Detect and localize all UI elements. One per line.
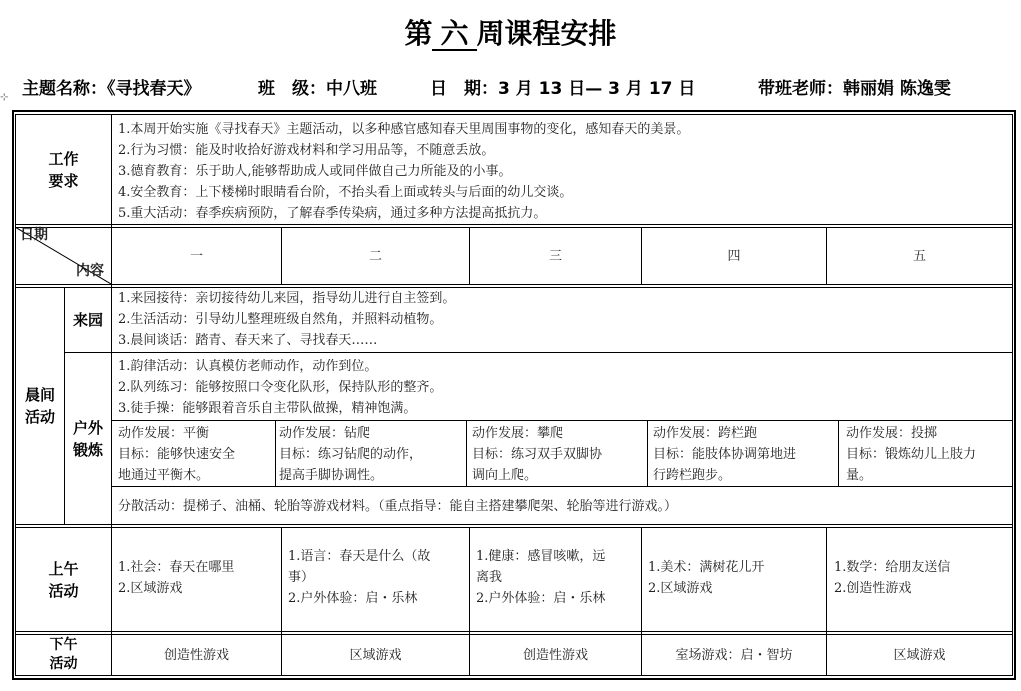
am-activity-thu	[648, 557, 824, 599]
activity-line: 2.区域游戏	[118, 581, 183, 596]
week-number: 六	[432, 19, 476, 51]
list-item: 5.重大活动：春季疾病预防，了解春季传染病，通过多种方法提高抵抗力。	[118, 206, 547, 221]
pm-activities-label: 下午 活动	[49, 637, 78, 672]
goal-line: 调向上爬。	[472, 468, 538, 483]
day-header-mon: 一	[189, 248, 203, 264]
pm-activity-wed: 创造性游戏	[522, 647, 588, 663]
outdoor-goal-wed	[472, 423, 646, 486]
goal-line: 目标：能够快速安全	[118, 447, 236, 462]
arrival-list	[118, 288, 1008, 351]
teachers: 带班老师：韩丽娟 陈逸雯	[758, 79, 951, 99]
goal-line: 动作发展：跨栏跑	[653, 426, 758, 441]
goal-line: 目标：练习钻爬的动作，	[279, 447, 423, 462]
am-activity-fri	[834, 557, 1010, 599]
am-activity-mon	[118, 557, 278, 599]
date-header-label: 日期	[20, 227, 48, 243]
am-activity-wed	[476, 546, 639, 609]
date-range: 日 期：3 月 13 日— 3 月 17 日	[430, 79, 696, 99]
goal-line: 目标：能肢体协调第地进	[653, 447, 797, 462]
goal-line: 目标：锻炼幼儿上肢力	[846, 447, 977, 462]
activity-line: 1.语言：春天是什么（故	[288, 549, 431, 564]
title-prefix: 第	[404, 17, 433, 50]
activity-line: 1.数学：给朋友送信	[834, 560, 951, 575]
outdoor-goal-mon	[118, 423, 274, 486]
list-item: 1.来园接待：亲切接待幼儿来园，指导幼儿进行自主签到。	[118, 291, 456, 306]
goal-line: 量。	[846, 468, 873, 483]
day-header-thu: 四	[727, 248, 741, 264]
work-requirements-label: 工作 要求	[48, 149, 79, 190]
list-item: 2.队列练习：能够按照口令变化队形，保持队形的整齐。	[118, 380, 443, 395]
schedule-meta	[22, 76, 1002, 102]
activity-line: 1.健康：感冒咳嗽，远	[476, 549, 606, 564]
title-suffix: 周课程安排	[476, 17, 617, 50]
list-item: 3.晨间谈话：踏青、春天来了、寻找春天……	[118, 333, 378, 348]
am-activities-label: 上午 活动	[48, 559, 79, 600]
goal-line: 目标：练习双手双脚协	[472, 447, 603, 462]
activity-line: 事）	[288, 570, 315, 585]
pm-activity-thu: 室场游戏：启・智坊	[675, 647, 793, 663]
goal-line: 动作发展：攀爬	[472, 426, 564, 441]
list-item: 2.生活活动：引导幼儿整理班级自然角，并照料动植物。	[118, 312, 443, 327]
outdoor-goal-fri	[846, 423, 1011, 486]
free-play-activity	[118, 496, 1008, 517]
pm-activity-mon: 创造性游戏	[163, 647, 229, 663]
day-header-wed: 三	[548, 248, 562, 264]
pm-activity-tue: 区域游戏	[349, 647, 402, 663]
goal-line: 动作发展：投掷	[846, 426, 938, 441]
page-title	[0, 14, 1021, 54]
goal-line: 地通过平衡木。	[118, 468, 210, 483]
activity-line: 1.美术：满树花儿开	[648, 560, 765, 575]
class-name: 班 级：中八班	[258, 79, 377, 99]
theme-name: 主题名称：《寻找春天》	[22, 79, 201, 99]
activity-line: 离我	[476, 570, 503, 585]
goal-line: 提高手脚协调性。	[279, 468, 384, 483]
work-requirements-list	[118, 119, 1008, 224]
list-item: 3.德育教育：乐于助人,能够帮助成人或同伴做自己力所能及的小事。	[118, 164, 512, 179]
table-anchor-icon: ⊹	[0, 92, 9, 103]
list-item: 1.本周开始实施《寻找春天》主题活动，以多种感官感知春天里周围事物的变化，感知春天的美景。	[118, 122, 690, 137]
activity-line: 1.社会：春天在哪里	[118, 560, 235, 575]
outdoor-goal-tue	[279, 423, 465, 486]
day-header-tue: 二	[368, 248, 382, 264]
activity-line: 2.户外体验：启・乐林	[476, 591, 606, 606]
list-item: 4.安全教育：上下楼梯时眼睛看台阶，不抬头看上面或转头与后面的幼儿交谈。	[118, 185, 573, 200]
am-activity-tue	[288, 546, 466, 609]
free-play-text: 分散活动：提梯子、油桶、轮胎等游戏材料。（重点指导：能自主搭建攀爬架、轮胎等进行游戏。）	[118, 499, 678, 514]
outdoor-list	[118, 356, 1008, 419]
day-header-fri: 五	[912, 248, 926, 264]
goal-line: 行跨栏跑步。	[653, 468, 732, 483]
list-item: 2.行为习惯：能及时收拾好游戏材料和学习用品等，不随意丢放。	[118, 143, 495, 158]
pm-activity-fri: 区域游戏	[893, 647, 946, 663]
goal-line: 动作发展：平衡	[118, 426, 210, 441]
list-item: 1.韵律活动：认真模仿老师动作，动作到位。	[118, 359, 378, 374]
activity-line: 2.户外体验：启・乐林	[288, 591, 418, 606]
goal-line: 动作发展：钻爬	[279, 426, 371, 441]
morning-activities-label: 晨间 活动	[24, 386, 55, 426]
outdoor-exercise-label: 户外 锻炼	[72, 418, 103, 459]
content-header-label: 内容	[76, 263, 104, 279]
activity-line: 2.创造性游戏	[834, 581, 912, 596]
arrival-label: 来园	[72, 311, 103, 329]
list-item: 3.徒手操：能够跟着音乐自主带队做操，精神饱满。	[118, 401, 417, 416]
activity-line: 2.区域游戏	[648, 581, 713, 596]
outdoor-goal-thu	[653, 423, 837, 486]
